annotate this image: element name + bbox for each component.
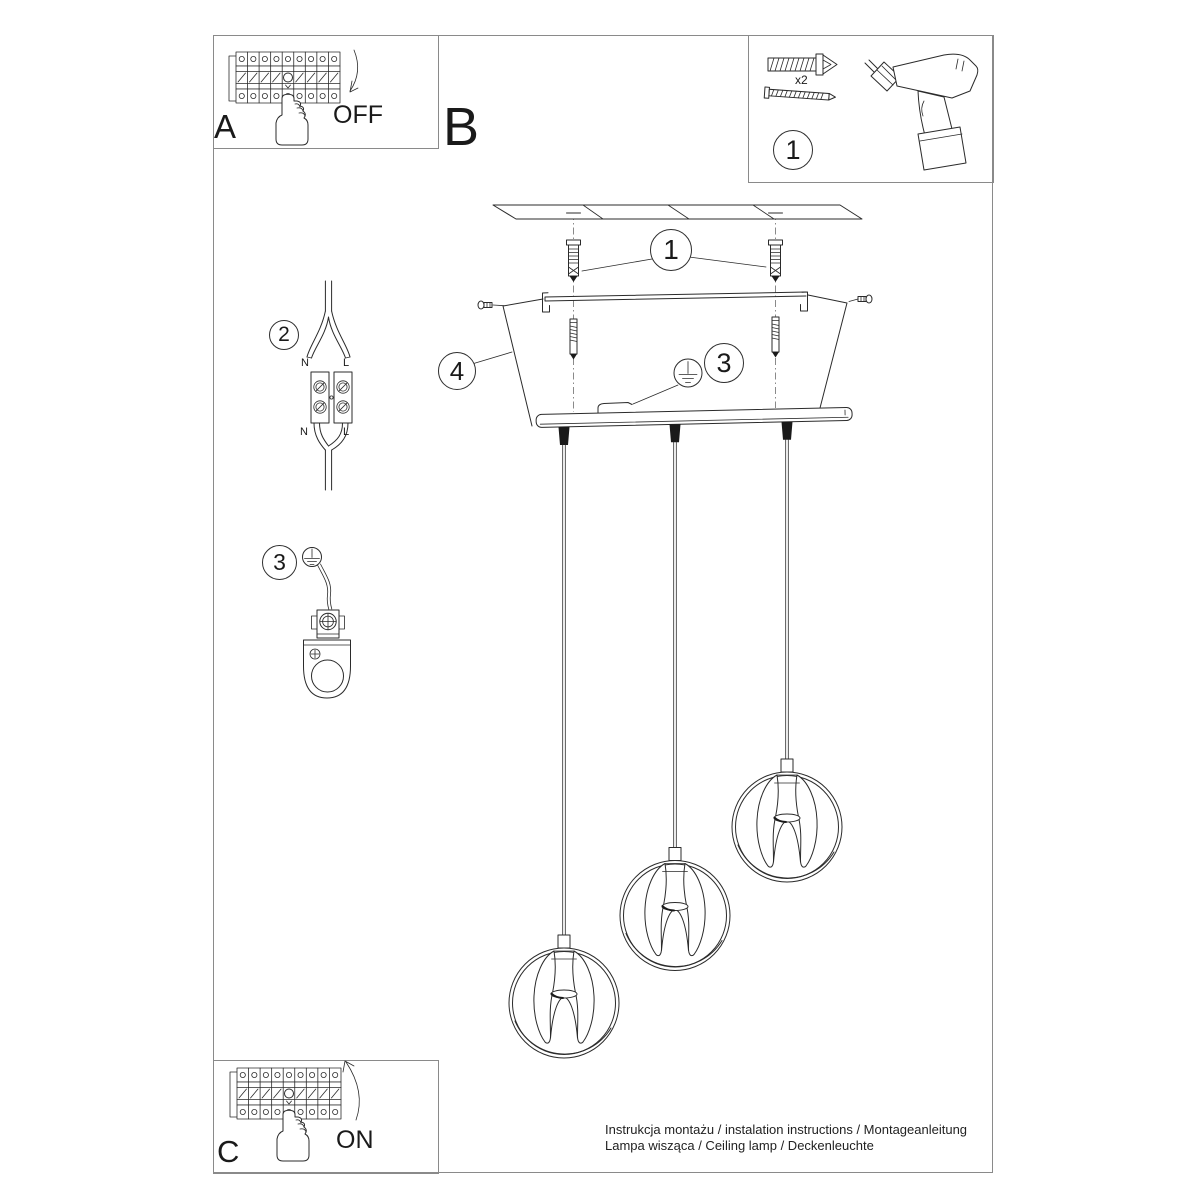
cord-grip: [782, 422, 793, 440]
step-b-label: B: [443, 97, 480, 157]
callout-parts-1: 1: [773, 130, 813, 170]
footer-line-1: Instrukcja montażu / instalation instructions / Montageanleitung: [605, 1122, 968, 1137]
screw-icon: [764, 87, 836, 103]
off-label: OFF: [333, 101, 383, 129]
breaker-panel-off-icon: [229, 50, 358, 145]
canopy-screw-right: [772, 317, 779, 358]
side-screw-right: [849, 295, 872, 303]
canopy-screw-left: [570, 319, 577, 360]
mounting-bracket: [543, 292, 808, 312]
ground-leader: [633, 385, 678, 404]
callout-ground-3-main: 3: [704, 343, 744, 383]
wall-plug-icon: [768, 54, 837, 75]
ground-symbol-icon: [303, 548, 322, 567]
quantity-label: x2: [795, 73, 808, 87]
terminal-block-wiring: [307, 281, 352, 490]
cord-grip: [559, 427, 570, 445]
wall-plug-right: [769, 240, 783, 282]
pendant-lamp-right: [732, 759, 842, 882]
drill-icon: [865, 54, 978, 170]
on-label: ON: [336, 1126, 374, 1154]
footer-text: [605, 1122, 967, 1153]
step-a-label: A: [214, 108, 237, 145]
pendant-cord: [674, 442, 677, 848]
wall-plug-left: [567, 240, 581, 282]
curved-arrow-up-icon: [346, 1062, 359, 1120]
wire-l-bottom-label: L: [343, 426, 350, 438]
pendant-lamp-middle: [620, 848, 730, 971]
callout-anchors-1: 1: [650, 229, 692, 271]
ground-connection-detail: [303, 548, 351, 699]
wire-n-bottom-label: N: [300, 426, 308, 438]
canopy: [503, 295, 847, 426]
pendant-cord: [786, 440, 789, 760]
wire-l-top-label: L: [343, 357, 350, 369]
callout-wiring-2: 2: [269, 320, 299, 350]
footer-line-2: Lampa wisząca / Ceiling lamp / Deckenleuchte: [605, 1137, 874, 1153]
ceiling-plate: [493, 205, 862, 219]
cord-grip: [670, 424, 681, 442]
canopy-base-bar: [536, 407, 852, 427]
wire-n-top-label: N: [301, 357, 309, 369]
ceiling-assembly: [472, 205, 872, 1058]
step-c-label: C: [217, 1134, 240, 1169]
callout-4-leader: [472, 352, 512, 364]
ground-wire: [598, 403, 632, 414]
callout-canopy-4: 4: [438, 352, 476, 390]
pendant-lamp-left: [509, 935, 619, 1058]
pendant-cord: [563, 445, 566, 936]
ground-symbol-icon: [674, 359, 702, 387]
side-screw-left: [478, 301, 504, 309]
callout-ground-3-left: 3: [262, 545, 297, 580]
